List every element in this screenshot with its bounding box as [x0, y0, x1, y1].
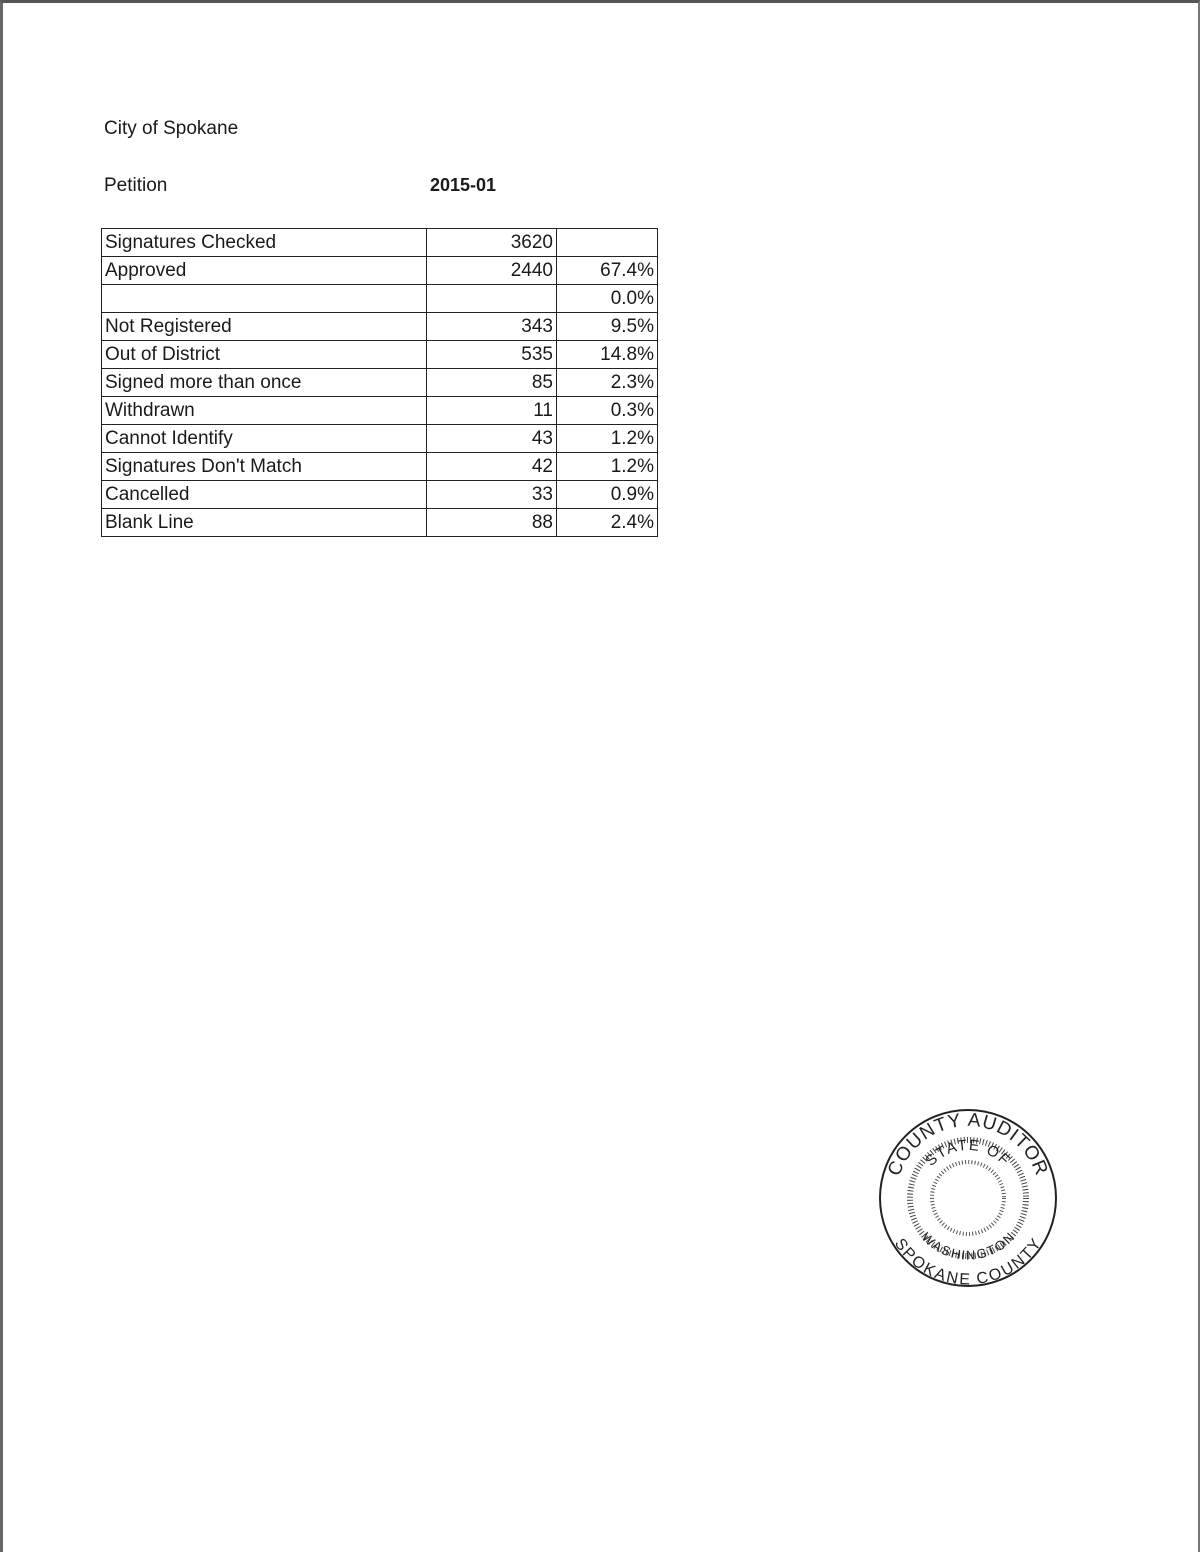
row-label: Out of District — [102, 341, 427, 369]
row-count: 535 — [427, 341, 557, 369]
row-label: Cannot Identify — [102, 425, 427, 453]
signature-results-table — [101, 228, 658, 537]
table-row — [102, 453, 658, 481]
petition-label: Petition — [104, 175, 168, 196]
row-count: 11 — [427, 397, 557, 425]
table-row — [102, 369, 658, 397]
organization-name: City of Spokane — [104, 118, 239, 139]
row-count: 33 — [427, 481, 557, 509]
table-row — [102, 313, 658, 341]
table-row — [102, 341, 658, 369]
row-percent: 14.8% — [557, 341, 658, 369]
row-label — [102, 285, 427, 313]
petition-number: 2015-01 — [430, 175, 497, 195]
row-label: Not Registered — [102, 313, 427, 341]
row-percent: 0.9% — [557, 481, 658, 509]
row-percent — [557, 229, 658, 257]
row-count: 2440 — [427, 257, 557, 285]
row-percent: 2.4% — [557, 509, 658, 537]
row-percent: 67.4% — [557, 257, 658, 285]
row-label: Blank Line — [102, 509, 427, 537]
row-percent: 9.5% — [557, 313, 658, 341]
seal-inner-bottom-text: WASHINGTON — [918, 1229, 1018, 1263]
table-row — [102, 481, 658, 509]
row-label: Approved — [102, 257, 427, 285]
row-count: 85 — [427, 369, 557, 397]
county-auditor-seal — [876, 1106, 1060, 1290]
table-row — [102, 257, 658, 285]
row-percent: 2.3% — [557, 369, 658, 397]
row-count: 3620 — [427, 229, 557, 257]
row-label: Signatures Checked — [102, 229, 427, 257]
row-label: Cancelled — [102, 481, 427, 509]
seal-outer-bottom-text: SPOKANE COUNTY — [890, 1235, 1046, 1289]
table-row — [102, 229, 658, 257]
row-label: Withdrawn — [102, 397, 427, 425]
row-count: 42 — [427, 453, 557, 481]
row-count: 43 — [427, 425, 557, 453]
row-count — [427, 285, 557, 313]
seal-outer-top-text: COUNTY AUDITOR — [884, 1109, 1052, 1179]
svg-text:WASHINGTON — [919, 1229, 1018, 1262]
table-row — [102, 285, 658, 313]
table-row — [102, 397, 658, 425]
row-label: Signed more than once — [102, 369, 427, 397]
table-row — [102, 509, 658, 537]
row-percent: 0.3% — [557, 397, 658, 425]
row-count: 88 — [427, 509, 557, 537]
row-percent: 1.2% — [557, 425, 658, 453]
row-label: Signatures Don't Match — [102, 453, 427, 481]
table-row — [102, 425, 658, 453]
row-percent: 1.2% — [557, 453, 658, 481]
row-count: 343 — [427, 313, 557, 341]
row-percent: 0.0% — [557, 285, 658, 313]
seal-inner-top-text: STATE OF — [922, 1136, 1014, 1170]
